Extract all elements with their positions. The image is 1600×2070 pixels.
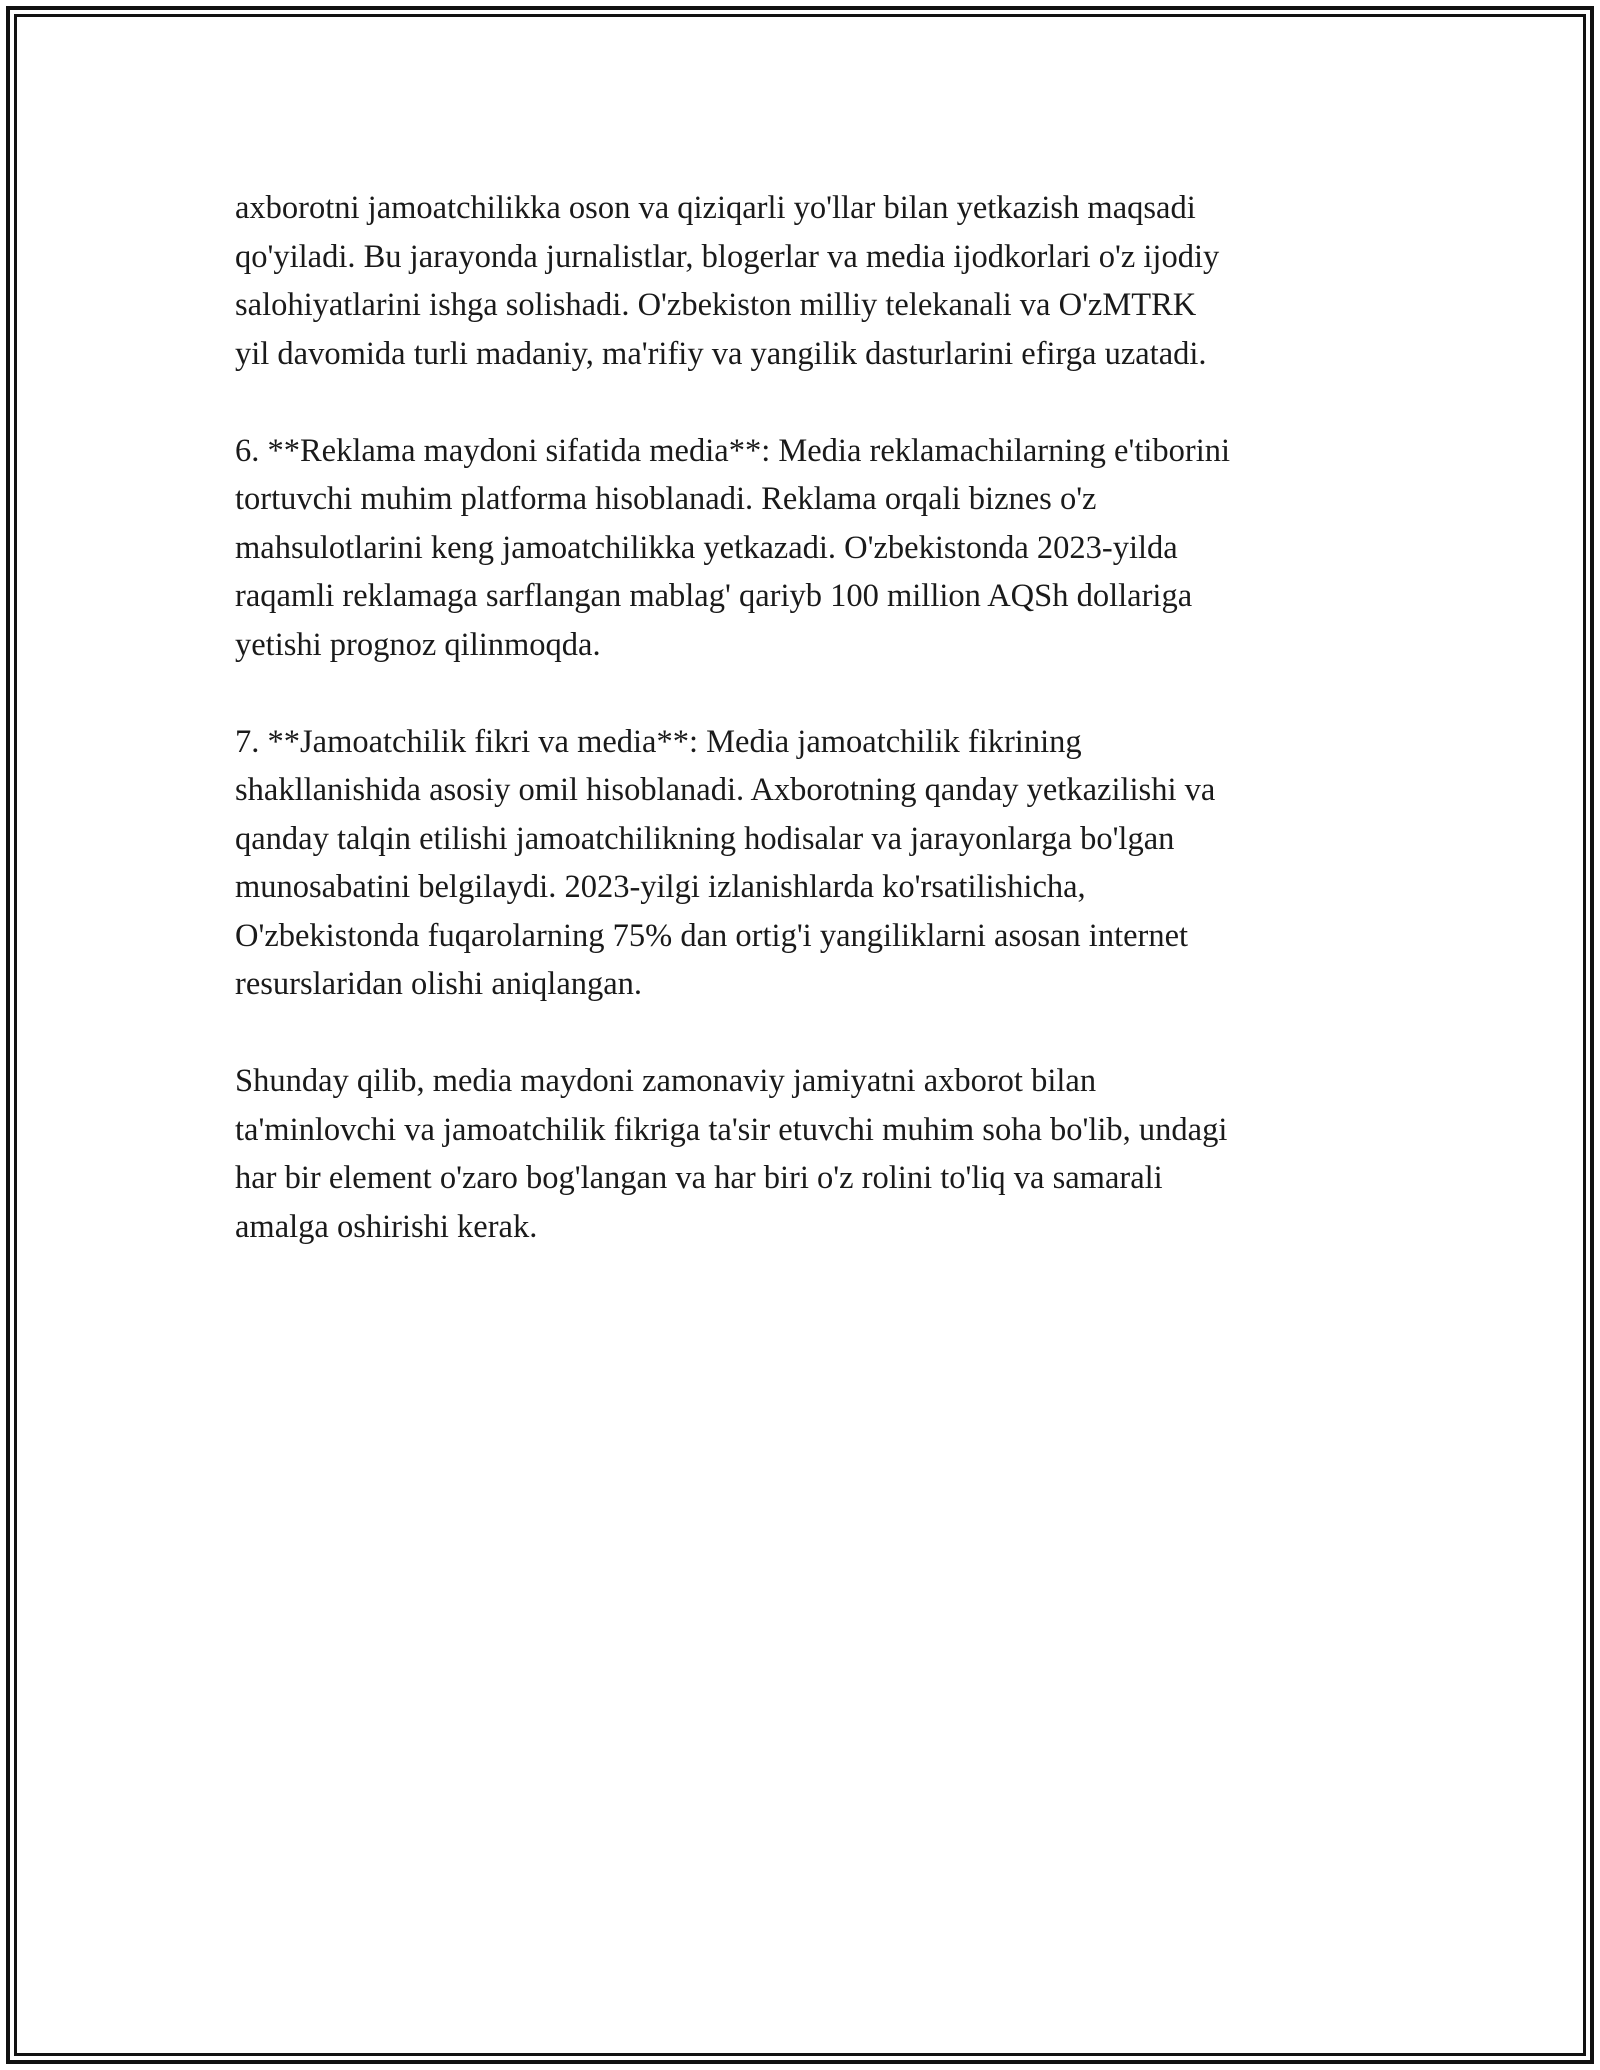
paragraph-public-opinion: 7. **Jamoatchilik fikri va media**: Media jamoatchilik fikrining shakllanishida asosiy omil hisoblanadi. Axborotning qanday yetkazilishi va qanday talqin etilishi jamoatchilikning hodisalar va jarayonlarga bo'lgan munosabatini belgilaydi. 2023-yilgi izlanishlarda ko'rsatilishicha, O'zbekistonda fuqarolarning 75% dan ortig'i yangiliklarni asosan internet resurslaridan olishi aniqlangan. (235, 723, 1216, 1002)
document-body (235, 184, 1365, 1251)
paragraph-conclusion: Shunday qilib, media maydoni zamonaviy jamiyatni axborot bilan ta'minlovchi va jamoatchilik fikriga ta'sir etuvchi muhim soha bo'lib, undagi har bir element o'zaro bog'langan va har biri o'z rolini to'liq va samarali amalga oshirishi kerak. (235, 1063, 1228, 1245)
paragraph-advertising-media: 6. **Reklama maydoni sifatida media**: Media reklamachilarning e'tiborini tortuvchi muhim platforma hisoblanadi. Reklama orqali biznes o'z mahsulotlarini keng jamoatchilikka yetkazadi. O'zbekistonda 2023-yilda raqamli reklamaga sarflangan mablag' qariyb 100 million AQSh dollariga yetishi prognoz qilinmoqda. (235, 432, 1231, 663)
paragraph-media-content: axborotni jamoatchilikka oson va qiziqarli yo'llar bilan yetkazish maqsadi qo'yiladi. Bu jarayonda jurnalistlar, blogerlar va media ijodkorlari o'z ijodiy salohiyatlarini ishga solishadi. O'zbekiston milliy telekanali va O'zMTRK yil davomida turli madaniy, ma'rifiy va yangilik dasturlarini efirga uzatadi. (235, 190, 1220, 372)
